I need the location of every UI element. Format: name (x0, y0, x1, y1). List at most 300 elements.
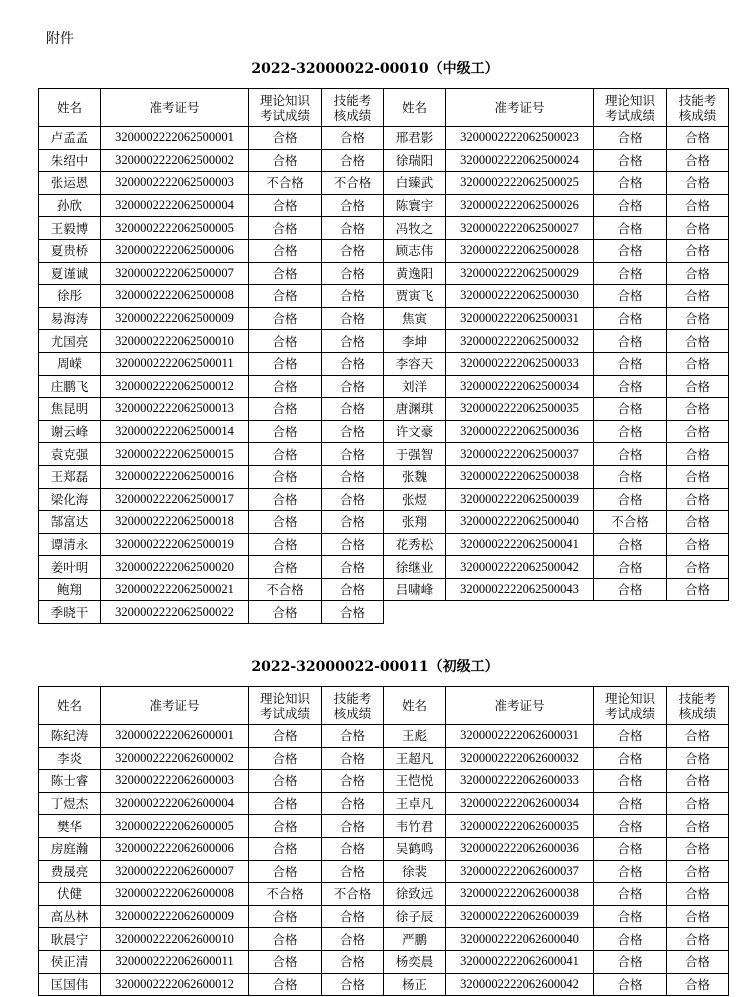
theory-score: 合格 (249, 725, 322, 748)
ticket-number: 3200002222062500037 (446, 443, 594, 466)
theory-score: 合格 (594, 443, 667, 466)
ticket-number: 3200002222062600037 (446, 860, 594, 883)
skill-score: 合格 (322, 262, 384, 285)
ticket-number: 3200002222062600001 (101, 725, 249, 748)
theory-score: 合格 (249, 533, 322, 556)
candidate-name: 冯牧之 (384, 217, 446, 240)
candidate-name: 房庭瀚 (39, 837, 101, 860)
candidate-name: 高丛林 (39, 905, 101, 928)
candidate-name: 王毅博 (39, 217, 101, 240)
ticket-number: 3200002222062600034 (446, 792, 594, 815)
column-header: 理论知识 考试成绩 (594, 687, 667, 725)
empty-cell (667, 601, 729, 624)
table-row (39, 352, 729, 375)
ticket-number: 3200002222062600002 (101, 747, 249, 770)
table-row (39, 837, 729, 860)
skill-score: 合格 (322, 443, 384, 466)
theory-score: 合格 (594, 770, 667, 793)
skill-score: 合格 (667, 815, 729, 838)
theory-score: 合格 (594, 533, 667, 556)
theory-score: 不合格 (249, 883, 322, 906)
table-row (39, 556, 729, 579)
theory-score: 合格 (594, 375, 667, 398)
skill-score: 合格 (667, 352, 729, 375)
candidate-name: 谢云峰 (39, 420, 101, 443)
skill-score: 合格 (322, 533, 384, 556)
skill-score: 合格 (667, 950, 729, 973)
theory-score: 合格 (594, 905, 667, 928)
candidate-name: 白臻武 (384, 172, 446, 195)
skill-score: 合格 (322, 792, 384, 815)
skill-score: 合格 (667, 194, 729, 217)
table-row (39, 792, 729, 815)
ticket-number: 3200002222062500022 (101, 601, 249, 624)
candidate-name: 丁煜杰 (39, 792, 101, 815)
skill-score: 合格 (667, 747, 729, 770)
candidate-name: 吴鹤鸣 (384, 837, 446, 860)
theory-score: 合格 (594, 420, 667, 443)
empty-cell (384, 601, 446, 624)
skill-score: 合格 (667, 127, 729, 150)
table-row (39, 375, 729, 398)
column-header: 技能考 核成绩 (667, 89, 729, 127)
skill-score: 合格 (322, 398, 384, 421)
theory-score: 合格 (594, 172, 667, 195)
theory-score: 合格 (594, 127, 667, 150)
section-title: 2022-32000022-00010（中级工） (251, 61, 499, 77)
column-header: 准考证号 (446, 687, 594, 725)
table-row (39, 420, 729, 443)
table-row (39, 770, 729, 793)
skill-score: 合格 (322, 578, 384, 601)
skill-score: 合格 (322, 725, 384, 748)
column-header: 技能考 核成绩 (322, 89, 384, 127)
ticket-number: 3200002222062500031 (446, 307, 594, 330)
skill-score: 合格 (667, 330, 729, 353)
table-row (39, 149, 729, 172)
skill-score: 合格 (667, 420, 729, 443)
candidate-name: 张魏 (384, 465, 446, 488)
skill-score: 合格 (322, 420, 384, 443)
theory-score: 合格 (249, 770, 322, 793)
skill-score: 合格 (667, 883, 729, 906)
candidate-name: 卢孟孟 (39, 127, 101, 150)
theory-score: 合格 (594, 194, 667, 217)
table-row (39, 747, 729, 770)
candidate-name: 顾志伟 (384, 239, 446, 262)
skill-score: 合格 (667, 837, 729, 860)
column-header: 技能考 核成绩 (322, 687, 384, 725)
ticket-number: 3200002222062600040 (446, 928, 594, 951)
candidate-name: 费晟亮 (39, 860, 101, 883)
skill-score: 合格 (322, 770, 384, 793)
skill-score: 合格 (667, 172, 729, 195)
theory-score: 合格 (594, 285, 667, 308)
candidate-name: 花秀松 (384, 533, 446, 556)
ticket-number: 3200002222062500017 (101, 488, 249, 511)
ticket-number: 3200002222062500030 (446, 285, 594, 308)
empty-cell (446, 601, 594, 624)
candidate-name: 徐瑞阳 (384, 149, 446, 172)
candidate-name: 庄鹏飞 (39, 375, 101, 398)
table-row (39, 533, 729, 556)
ticket-number: 3200002222062500010 (101, 330, 249, 353)
ticket-number: 3200002222062500007 (101, 262, 249, 285)
results-table (38, 686, 729, 996)
ticket-number: 3200002222062500009 (101, 307, 249, 330)
skill-score: 合格 (322, 928, 384, 951)
candidate-name: 陈士睿 (39, 770, 101, 793)
skill-score: 合格 (667, 262, 729, 285)
ticket-number: 3200002222062600033 (446, 770, 594, 793)
ticket-number: 3200002222062500019 (101, 533, 249, 556)
table-row (39, 127, 729, 150)
candidate-name: 夏贵桥 (39, 239, 101, 262)
theory-score: 合格 (249, 792, 322, 815)
column-header: 理论知识 考试成绩 (594, 89, 667, 127)
column-header: 技能考 核成绩 (667, 687, 729, 725)
skill-score: 合格 (322, 837, 384, 860)
ticket-number: 3200002222062500012 (101, 375, 249, 398)
column-header: 准考证号 (101, 687, 249, 725)
skill-score: 合格 (322, 239, 384, 262)
ticket-number: 3200002222062500015 (101, 443, 249, 466)
theory-score: 合格 (249, 398, 322, 421)
theory-score: 合格 (249, 443, 322, 466)
table-row (39, 330, 729, 353)
theory-score: 合格 (249, 239, 322, 262)
candidate-name: 杨正 (384, 973, 446, 996)
table-row (39, 950, 729, 973)
candidate-name: 严鹏 (384, 928, 446, 951)
candidate-name: 王卓凡 (384, 792, 446, 815)
table-row (39, 488, 729, 511)
ticket-number: 3200002222062500025 (446, 172, 594, 195)
theory-score: 合格 (249, 307, 322, 330)
skill-score: 合格 (322, 307, 384, 330)
candidate-name: 邢君影 (384, 127, 446, 150)
candidate-name: 唐渊琪 (384, 398, 446, 421)
ticket-number: 3200002222062500011 (101, 352, 249, 375)
skill-score: 合格 (667, 239, 729, 262)
table-row (39, 307, 729, 330)
ticket-number: 3200002222062600041 (446, 950, 594, 973)
ticket-number: 3200002222062500014 (101, 420, 249, 443)
theory-score: 合格 (249, 194, 322, 217)
ticket-number: 3200002222062500038 (446, 465, 594, 488)
skill-score: 合格 (667, 511, 729, 534)
theory-score: 合格 (249, 488, 322, 511)
ticket-number: 3200002222062500020 (101, 556, 249, 579)
table-row (39, 815, 729, 838)
theory-score: 合格 (249, 149, 322, 172)
column-header: 理论知识 考试成绩 (249, 687, 322, 725)
theory-score: 合格 (594, 883, 667, 906)
theory-score: 合格 (249, 127, 322, 150)
skill-score: 合格 (667, 465, 729, 488)
theory-score: 合格 (594, 725, 667, 748)
ticket-number: 3200002222062500029 (446, 262, 594, 285)
results-table (38, 88, 729, 624)
candidate-name: 王郑磊 (39, 465, 101, 488)
column-header: 准考证号 (101, 89, 249, 127)
table-row (39, 194, 729, 217)
candidate-name: 姜叶明 (39, 556, 101, 579)
ticket-number: 3200002222062500040 (446, 511, 594, 534)
candidate-name: 伏健 (39, 883, 101, 906)
ticket-number: 3200002222062500042 (446, 556, 594, 579)
skill-score: 不合格 (322, 172, 384, 195)
column-header: 理论知识 考试成绩 (249, 89, 322, 127)
skill-score: 合格 (667, 792, 729, 815)
ticket-number: 3200002222062600009 (101, 905, 249, 928)
candidate-name: 张煜 (384, 488, 446, 511)
candidate-name: 李炎 (39, 747, 101, 770)
table-row (39, 443, 729, 466)
ticket-number: 3200002222062500018 (101, 511, 249, 534)
ticket-number: 3200002222062600031 (446, 725, 594, 748)
table-row (39, 883, 729, 906)
theory-score: 合格 (594, 465, 667, 488)
skill-score: 合格 (322, 194, 384, 217)
ticket-number: 3200002222062500032 (446, 330, 594, 353)
table-row (39, 905, 729, 928)
skill-score: 合格 (667, 556, 729, 579)
column-header: 准考证号 (446, 89, 594, 127)
skill-score: 合格 (322, 127, 384, 150)
skill-score: 合格 (667, 217, 729, 240)
candidate-name: 李容天 (384, 352, 446, 375)
ticket-number: 3200002222062600011 (101, 950, 249, 973)
ticket-number: 3200002222062600042 (446, 973, 594, 996)
candidate-name: 梁化海 (39, 488, 101, 511)
theory-score: 合格 (249, 601, 322, 624)
theory-score: 合格 (594, 973, 667, 996)
skill-score: 不合格 (322, 883, 384, 906)
table-row (39, 285, 729, 308)
table-header-row (39, 89, 729, 127)
skill-score: 合格 (322, 601, 384, 624)
skill-score: 合格 (322, 556, 384, 579)
skill-score: 合格 (322, 747, 384, 770)
theory-score: 合格 (249, 837, 322, 860)
ticket-number: 3200002222062500027 (446, 217, 594, 240)
candidate-name: 黄逸阳 (384, 262, 446, 285)
theory-score: 合格 (594, 330, 667, 353)
table-header-row (39, 687, 729, 725)
skill-score: 合格 (667, 973, 729, 996)
table-row (39, 217, 729, 240)
skill-score: 合格 (667, 770, 729, 793)
empty-cell (594, 601, 667, 624)
table-row (39, 262, 729, 285)
theory-score: 合格 (594, 950, 667, 973)
candidate-name: 徐裴 (384, 860, 446, 883)
candidate-name: 徐子辰 (384, 905, 446, 928)
skill-score: 合格 (667, 488, 729, 511)
candidate-name: 袁克强 (39, 443, 101, 466)
candidate-name: 匡国伟 (39, 973, 101, 996)
table-row (39, 398, 729, 421)
theory-score: 合格 (249, 511, 322, 534)
ticket-number: 3200002222062600004 (101, 792, 249, 815)
candidate-name: 夏谨诚 (39, 262, 101, 285)
ticket-number: 3200002222062500013 (101, 398, 249, 421)
candidate-name: 焦昆明 (39, 398, 101, 421)
theory-score: 合格 (594, 860, 667, 883)
ticket-number: 3200002222062500004 (101, 194, 249, 217)
candidate-name: 郜富达 (39, 511, 101, 534)
skill-score: 合格 (322, 217, 384, 240)
table-row (39, 725, 729, 748)
theory-score: 合格 (249, 747, 322, 770)
theory-score: 合格 (594, 352, 667, 375)
theory-score: 合格 (249, 815, 322, 838)
ticket-number: 3200002222062600036 (446, 837, 594, 860)
candidate-name: 尤国亮 (39, 330, 101, 353)
ticket-number: 3200002222062500033 (446, 352, 594, 375)
table-row (39, 172, 729, 195)
ticket-number: 3200002222062500008 (101, 285, 249, 308)
theory-score: 合格 (594, 488, 667, 511)
theory-score: 合格 (249, 860, 322, 883)
column-header: 姓名 (384, 687, 446, 725)
theory-score: 不合格 (249, 172, 322, 195)
theory-score: 合格 (249, 556, 322, 579)
table-row (39, 973, 729, 996)
skill-score: 合格 (667, 149, 729, 172)
theory-score: 合格 (249, 285, 322, 308)
candidate-name: 杨奕晨 (384, 950, 446, 973)
candidate-name: 王恺悦 (384, 770, 446, 793)
ticket-number: 3200002222062500039 (446, 488, 594, 511)
skill-score: 合格 (322, 950, 384, 973)
skill-score: 合格 (322, 285, 384, 308)
ticket-number: 3200002222062500026 (446, 194, 594, 217)
column-header: 姓名 (39, 89, 101, 127)
ticket-number: 3200002222062500041 (446, 533, 594, 556)
theory-score: 合格 (249, 375, 322, 398)
candidate-name: 陈纪涛 (39, 725, 101, 748)
table-row (39, 601, 729, 624)
candidate-name: 侯正清 (39, 950, 101, 973)
theory-score: 合格 (249, 217, 322, 240)
skill-score: 合格 (667, 285, 729, 308)
ticket-number: 3200002222062600005 (101, 815, 249, 838)
theory-score: 合格 (594, 815, 667, 838)
skill-score: 合格 (667, 533, 729, 556)
skill-score: 合格 (667, 375, 729, 398)
column-header: 姓名 (39, 687, 101, 725)
candidate-name: 于强智 (384, 443, 446, 466)
skill-score: 合格 (667, 443, 729, 466)
column-header: 姓名 (384, 89, 446, 127)
candidate-name: 周嵘 (39, 352, 101, 375)
ticket-number: 3200002222062600032 (446, 747, 594, 770)
table-row (39, 860, 729, 883)
attachment-label: 附件 (46, 31, 74, 47)
candidate-name: 耿晨宁 (39, 928, 101, 951)
skill-score: 合格 (322, 815, 384, 838)
candidate-name: 徐彤 (39, 285, 101, 308)
ticket-number: 3200002222062500036 (446, 420, 594, 443)
ticket-number: 3200002222062500016 (101, 465, 249, 488)
skill-score: 合格 (322, 375, 384, 398)
ticket-number: 3200002222062500024 (446, 149, 594, 172)
ticket-number: 3200002222062500035 (446, 398, 594, 421)
ticket-number: 3200002222062500021 (101, 578, 249, 601)
ticket-number: 3200002222062500034 (446, 375, 594, 398)
theory-score: 合格 (249, 330, 322, 353)
candidate-name: 张运恩 (39, 172, 101, 195)
table-row (39, 239, 729, 262)
theory-score: 合格 (249, 905, 322, 928)
ticket-number: 3200002222062600006 (101, 837, 249, 860)
ticket-number: 3200002222062600010 (101, 928, 249, 951)
theory-score: 合格 (594, 149, 667, 172)
section-title: 2022-32000022-00011（初级工） (251, 659, 499, 675)
skill-score: 合格 (667, 928, 729, 951)
skill-score: 合格 (667, 905, 729, 928)
skill-score: 合格 (322, 330, 384, 353)
skill-score: 合格 (322, 511, 384, 534)
table-row (39, 465, 729, 488)
ticket-number: 3200002222062500023 (446, 127, 594, 150)
candidate-name: 樊华 (39, 815, 101, 838)
skill-score: 合格 (667, 725, 729, 748)
candidate-name: 徐致远 (384, 883, 446, 906)
ticket-number: 3200002222062500001 (101, 127, 249, 150)
candidate-name: 朱绍中 (39, 149, 101, 172)
theory-score: 合格 (594, 307, 667, 330)
theory-score: 合格 (594, 792, 667, 815)
candidate-name: 韦竹君 (384, 815, 446, 838)
ticket-number: 3200002222062500005 (101, 217, 249, 240)
skill-score: 合格 (667, 578, 729, 601)
skill-score: 合格 (322, 149, 384, 172)
skill-score: 合格 (322, 465, 384, 488)
table-row (39, 578, 729, 601)
candidate-name: 刘洋 (384, 375, 446, 398)
ticket-number: 3200002222062600035 (446, 815, 594, 838)
candidate-name: 许文豪 (384, 420, 446, 443)
skill-score: 合格 (322, 905, 384, 928)
theory-score: 合格 (594, 262, 667, 285)
skill-score: 合格 (322, 488, 384, 511)
candidate-name: 鲍翔 (39, 578, 101, 601)
theory-score: 合格 (249, 928, 322, 951)
candidate-name: 贾寅飞 (384, 285, 446, 308)
theory-score: 合格 (594, 556, 667, 579)
ticket-number: 3200002222062600038 (446, 883, 594, 906)
candidate-name: 孙欣 (39, 194, 101, 217)
table-row (39, 928, 729, 951)
ticket-number: 3200002222062500003 (101, 172, 249, 195)
theory-score: 合格 (249, 973, 322, 996)
ticket-number: 3200002222062500028 (446, 239, 594, 262)
candidate-name: 徐继业 (384, 556, 446, 579)
candidate-name: 李坤 (384, 330, 446, 353)
theory-score: 合格 (249, 465, 322, 488)
theory-score: 合格 (594, 747, 667, 770)
theory-score: 合格 (249, 420, 322, 443)
candidate-name: 王彪 (384, 725, 446, 748)
skill-score: 合格 (667, 307, 729, 330)
theory-score: 不合格 (249, 578, 322, 601)
candidate-name: 张翔 (384, 511, 446, 534)
ticket-number: 3200002222062600039 (446, 905, 594, 928)
theory-score: 合格 (249, 352, 322, 375)
